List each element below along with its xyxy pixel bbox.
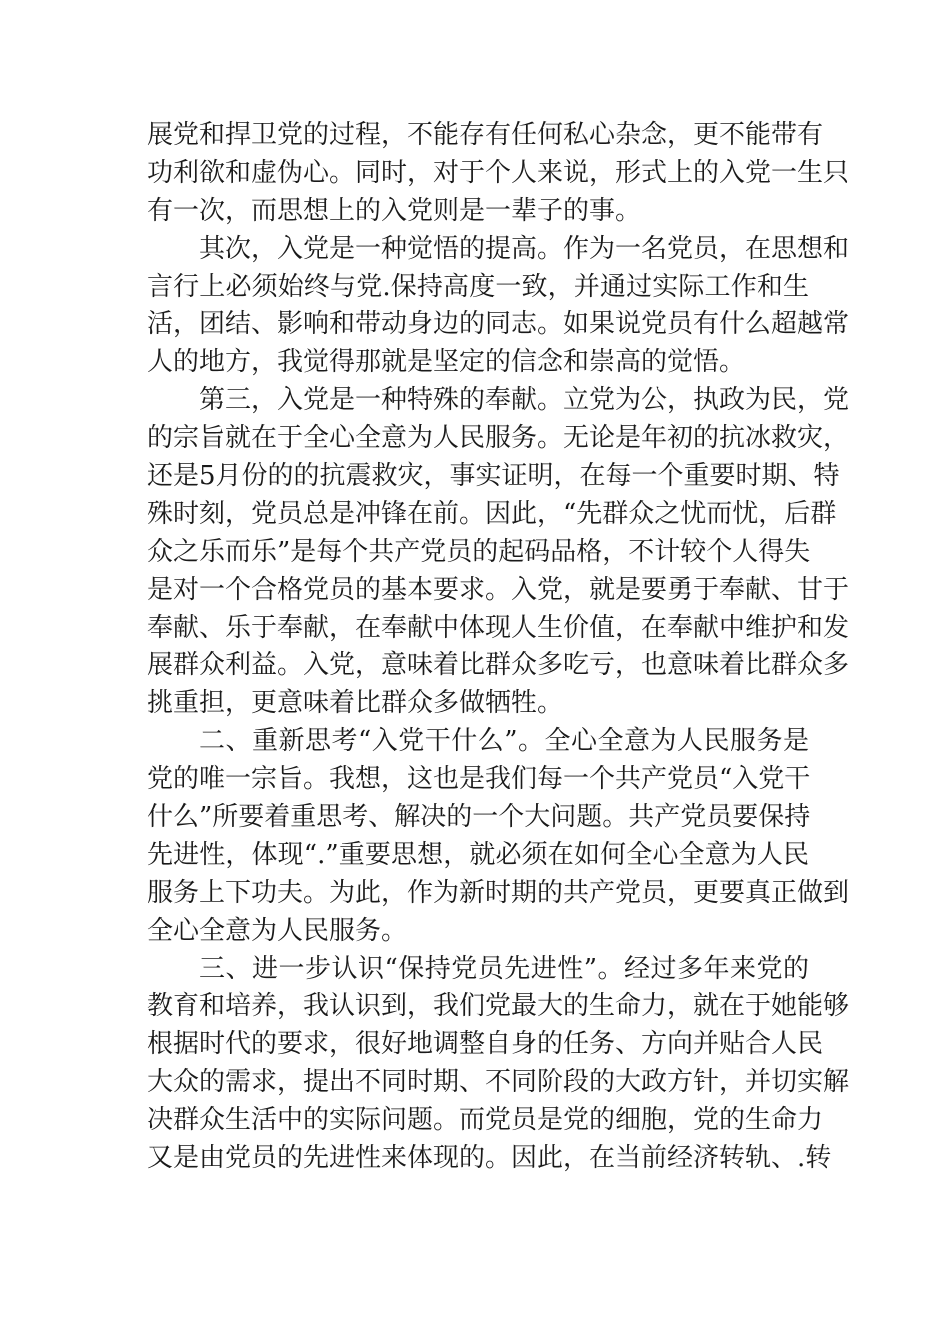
text-line: 言行上必须始终与党.保持高度一致，并通过实际工作和生 — [147, 271, 809, 302]
text-line: 什么”所要着重思考、解决的一个大问题。共产党员要保持 — [147, 802, 811, 833]
text-line: 根据时代的要求，很好地调整自身的任务、方向并贴合人民 — [147, 1029, 824, 1060]
body-text — [147, 117, 850, 1178]
text-line: 又是由党员的先进性来体现的。因此，在当前经济转轨、.转 — [147, 1143, 832, 1174]
text-line: 大众的需求，提出不同时期、不同阶段的大政方针，并切实解 — [147, 1067, 850, 1098]
text-line: 众之乐而乐”是每个共产党员的起码品格，不计较个人得失 — [147, 536, 811, 567]
text-line: 奉献、乐于奉献，在奉献中体现人生价值，在奉献中维护和发 — [147, 612, 850, 643]
text-line: 功利欲和虚伪心。同时，对于个人来说，形式上的入党一生只 — [147, 157, 850, 188]
text-line: 第三，入党是一种特殊的奉献。立党为公，执政为民，党 — [199, 385, 850, 416]
text-line: 服务上下功夫。为此，作为新时期的共产党员，更要真正做到 — [147, 877, 850, 908]
text-line: 教育和培养，我认识到，我们党最大的生命力，就在于她能够 — [147, 991, 850, 1022]
text-line: 人的地方，我觉得那就是坚定的信念和崇高的觉悟。 — [147, 347, 746, 378]
text-line: 是对一个合格党员的基本要求。入党，就是要勇于奉献、甘于 — [147, 574, 850, 605]
text-line: 的宗旨就在于全心全意为人民服务。无论是年初的抗冰救灾， — [147, 423, 850, 454]
text-line: 二、重新思考“入党干什么”。全心全意为人民服务是 — [199, 726, 809, 757]
text-line: 先进性，体现“.”重要思想，就必须在如何全心全意为人民 — [147, 839, 809, 870]
text-line: 挑重担，更意味着比群众多做牺牲。 — [147, 688, 564, 719]
text-line: 党的唯一宗旨。我想，这也是我们每一个共产党员“入党干 — [147, 764, 811, 795]
text-line: 有一次，而思想上的入党则是一辈子的事。 — [147, 195, 642, 226]
text-line: 全心全意为人民服务。 — [147, 915, 408, 946]
text-line: 决群众生活中的实际问题。而党员是党的细胞，党的生命力 — [147, 1105, 824, 1136]
text-line: 展群众利益。入党，意味着比群众多吃亏，也意味着比群众多 — [147, 650, 850, 681]
text-line: 其次，入党是一种觉悟的提高。作为一名党员，在思想和 — [199, 233, 850, 264]
text-line: 活，团结、影响和带动身边的同志。如果说党员有什么超越常 — [147, 309, 850, 340]
text-line: 展党和捍卫党的过程，不能存有任何私心杂念，更不能带有 — [147, 120, 824, 150]
text-line: 三、进一步认识“保持党员先进性”。经过多年来党的 — [199, 953, 809, 984]
text-line: 殊时刻，党员总是冲锋在前。因此，“先群众之忧而忧，后群 — [147, 498, 837, 529]
text-line: 还是5月份的的抗震救灾，事实证明，在每一个重要时期、特 — [147, 461, 840, 492]
